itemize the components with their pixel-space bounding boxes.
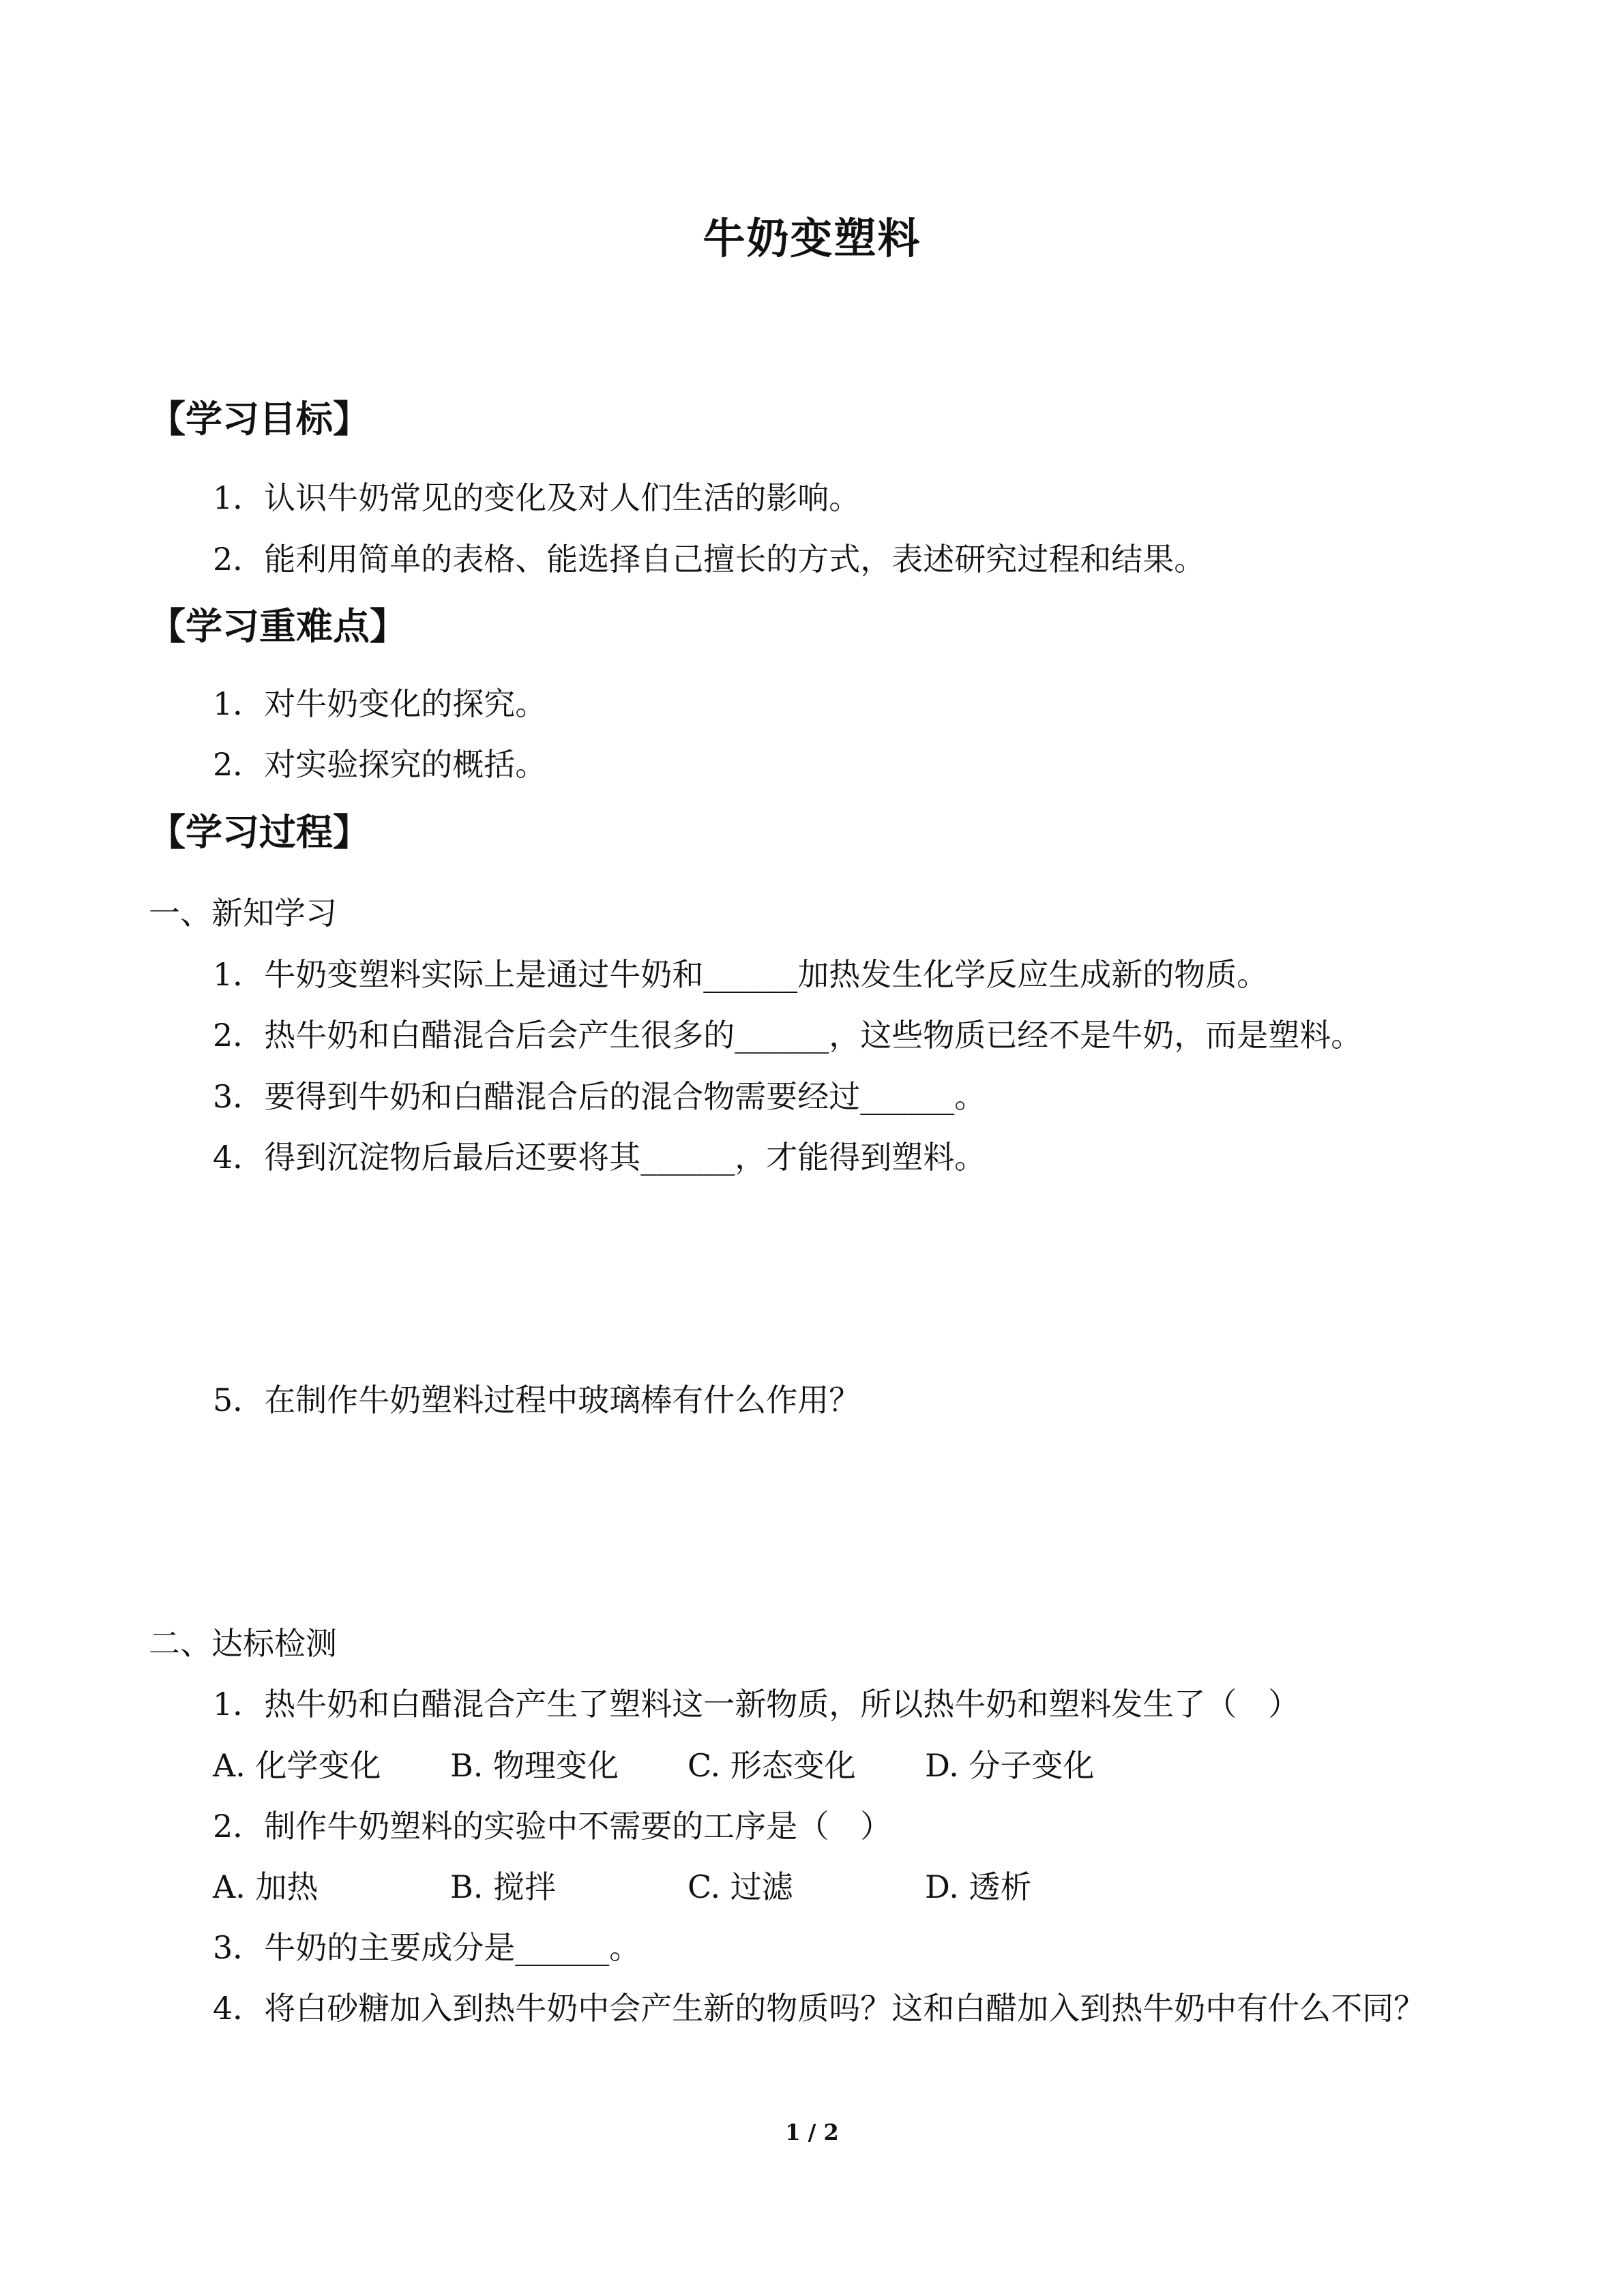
part1-item: 1．牛奶变塑料实际上是通过牛奶和______加热发生化学反应生成新的物质。 bbox=[213, 956, 1269, 993]
question-1: 1．热牛奶和白醋混合产生了塑料这一新物质，所以热牛奶和塑料发生了（ ） bbox=[213, 1686, 1300, 1723]
process-heading: 【学习过程】 bbox=[149, 810, 370, 854]
part2-title: 二、达标检测 bbox=[149, 1625, 337, 1662]
key-point-item: 1．对牛奶变化的探究。 bbox=[213, 685, 547, 722]
part1-item: 4．得到沉淀物后最后还要将其______，才能得到塑料。 bbox=[213, 1139, 986, 1176]
option-a: A. 化学变化 bbox=[213, 1747, 381, 1784]
part1-item: 5．在制作牛奶塑料过程中玻璃棒有什么作用？ bbox=[213, 1382, 861, 1418]
part1-title: 一、新知学习 bbox=[149, 895, 337, 931]
part1-item: 2．热牛奶和白醋混合后会产生很多的______，这些物质已经不是牛奶，而是塑料。 bbox=[213, 1017, 1363, 1054]
question-2-options bbox=[213, 1862, 1441, 1903]
question-3: 3．牛奶的主要成分是______。 bbox=[213, 1929, 641, 1966]
question-2: 2．制作牛奶塑料的实验中不需要的工序是（ ） bbox=[213, 1808, 892, 1845]
option-a: A. 加热 bbox=[213, 1868, 319, 1905]
part1-item: 3．要得到牛奶和白醋混合后的混合物需要经过______。 bbox=[213, 1078, 986, 1115]
objective-item: 1．认识牛奶常见的变化及对人们生活的影响。 bbox=[213, 479, 861, 516]
question-4: 4．将白砂糖加入到热牛奶中会产生新的物质吗？这和白醋加入到热牛奶中有什么不同？ bbox=[213, 1990, 1426, 2027]
question-1-options bbox=[213, 1741, 1441, 1782]
objectives-heading: 【学习目标】 bbox=[149, 397, 370, 441]
option-c: C. 过滤 bbox=[688, 1868, 793, 1905]
page-number: 1 / 2 bbox=[785, 2119, 839, 2145]
objective-item: 2．能利用简单的表格、能选择自己擅长的方式，表述研究过程和结果。 bbox=[213, 541, 1206, 578]
option-b: B. 搅拌 bbox=[450, 1868, 557, 1905]
option-c: C. 形态变化 bbox=[688, 1747, 856, 1784]
key-points-heading: 【学习重难点】 bbox=[149, 604, 407, 648]
option-d: D. 透析 bbox=[925, 1868, 1032, 1905]
key-point-item: 2．对实验探究的概括。 bbox=[213, 746, 547, 783]
page-title: 牛奶变塑料 bbox=[703, 213, 921, 263]
option-d: D. 分子变化 bbox=[925, 1747, 1095, 1784]
option-b: B. 物理变化 bbox=[450, 1747, 619, 1784]
